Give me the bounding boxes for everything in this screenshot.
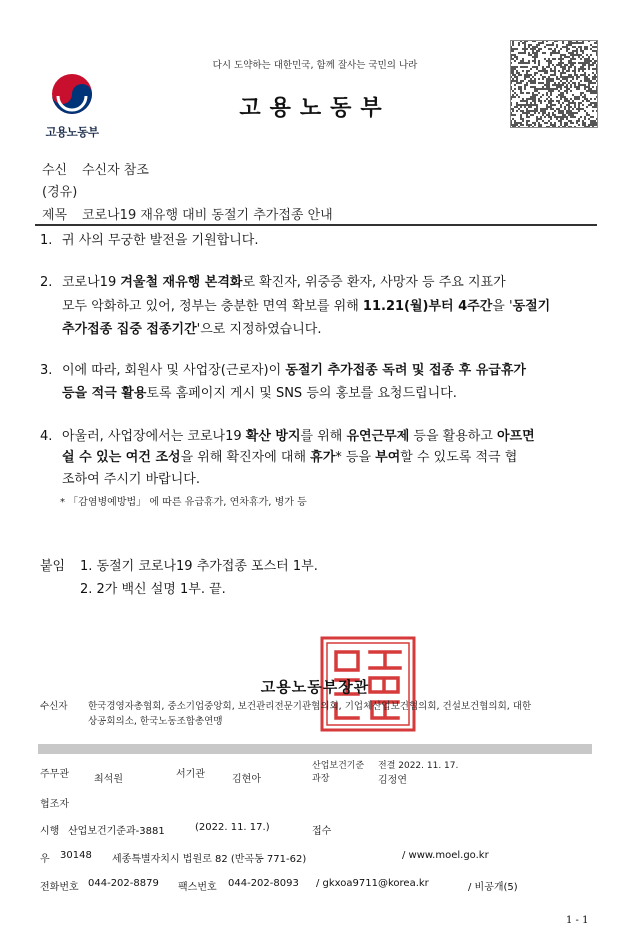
manager-title: 과장: [312, 774, 330, 784]
ministry-logo: [40, 66, 104, 142]
slogan: 다시 도약하는 대한민국, 함께 잘사는 국민의 나라: [212, 60, 418, 71]
phone-label: 전화번호: [40, 882, 79, 893]
via-label: (경유): [42, 185, 78, 200]
website-link[interactable]: / www.moel.go.kr: [402, 850, 489, 861]
recipient-value: 수신자 참조: [82, 163, 149, 178]
manager-name: 김정연: [378, 775, 407, 786]
recipients-list: 한국경영자총협회, 중소기업중앙회, 보건관리전문기관협의회, 기업체산업보건협의회, 건설보건협의회, 대한: [88, 701, 532, 712]
item-line-3: 추가접종 집중 접종기간'으로 지정하였습니다.: [62, 322, 322, 337]
item-number: 3.: [40, 363, 53, 378]
recipients-label: 수신자: [40, 701, 68, 712]
item-line-1: 이에 따라, 회원사 및 사업장(근로자)이 동절기 추가접종 독려 및 접종 후 유급휴가: [62, 363, 526, 378]
email-link[interactable]: / gkxoa9711@korea.kr: [316, 878, 429, 889]
item-line-3: 조하여 주시기 바랍니다.: [62, 472, 200, 487]
ministry-title: 고용노동부: [239, 96, 391, 121]
disclosure-status: / 비공개(5): [468, 882, 518, 893]
enforcement-label: 시행: [40, 826, 60, 837]
logo-text: 고용노동부: [45, 125, 99, 139]
fax-label: 팩스번호: [178, 882, 217, 893]
approver-name: 김현아: [232, 774, 261, 785]
postal-address: 세종특별자치시 법원로 82 (반곡동 771-62): [112, 854, 307, 865]
item-line-2: 등을 적극 활용토록 홈페이지 게시 및 SNS 등의 홍보를 요청드립니다.: [62, 386, 457, 401]
approver-name: 최석원: [94, 774, 123, 785]
subject-label: 제목: [42, 208, 68, 223]
zip-code: 30148: [60, 850, 92, 861]
item-number: 4.: [40, 429, 53, 444]
cooperation-label: 협조자: [40, 799, 69, 810]
attachment-label: 붙임: [40, 559, 66, 574]
header-divider: [35, 224, 597, 226]
qr-code-icon: [510, 40, 598, 128]
qr-code: [510, 40, 598, 128]
approver-title: 주무관: [40, 769, 69, 780]
taegeuk-emblem-icon: [40, 66, 104, 122]
attachment-item: 1. 동절기 코로나19 추가접종 포스터 1부.: [80, 559, 318, 574]
item-line-1: 아울러, 사업장에서는 코로나19 확산 방지를 위해 유연근무제 등을 활용하고 아프면: [62, 429, 535, 444]
zip-label: 우: [40, 854, 50, 865]
manager-title: 산업보건기준: [312, 761, 365, 771]
page-number: 1 - 1: [566, 915, 589, 926]
recipients-list: 상공회의소, 한국노동조합총연맹: [88, 716, 223, 727]
footnote: * 「감염병예방법」 에 따른 유급휴가, 연차휴가, 병가 등: [60, 497, 307, 508]
recipient-label: 수신: [42, 163, 68, 178]
attachment-item: 2. 2가 백신 설명 1부. 끝.: [80, 582, 226, 597]
enforcement-date: (2022. 11. 17.): [195, 822, 270, 833]
fax-number: 044-202-8093: [228, 878, 299, 889]
sender-name: 고용노동부장관: [260, 678, 370, 696]
approver-title: 서기관: [176, 769, 205, 780]
item-line-1: 코로나19 겨울철 재유행 본격화로 확진자, 위중증 환자, 사망자 등 주요 지표가: [62, 275, 506, 290]
item-line-2: 쉴 수 있는 여건 조성을 위해 확진자에 대해 휴가* 등을 부여할 수 있도록 적극 협: [62, 450, 518, 465]
subject-value: 코로나19 재유행 대비 동절기 추가접종 안내: [82, 208, 333, 223]
item-number: 2.: [40, 275, 53, 290]
document-number: 산업보건기준과-3881: [68, 826, 165, 837]
item-number: 1.: [40, 233, 53, 248]
item-line-2: 모두 악화하고 있어, 정부는 충분한 면역 확보를 위해 11.21(월)부터 4주간을 '동절기: [62, 299, 551, 314]
receipt-label: 접수: [312, 826, 332, 837]
footer-divider-band: [38, 744, 592, 754]
phone-number: 044-202-8879: [88, 878, 159, 889]
approval-date: 전결 2022. 11. 17.: [378, 761, 459, 771]
item-text: 귀 사의 무궁한 발전을 기원합니다.: [62, 233, 259, 248]
